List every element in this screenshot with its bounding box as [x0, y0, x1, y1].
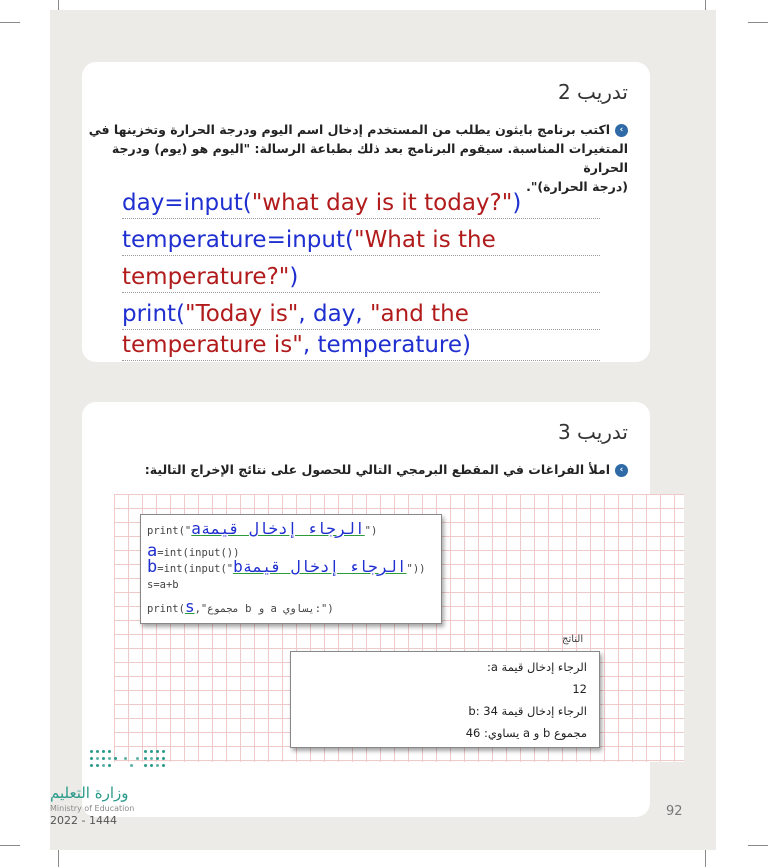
code-line-4 [122, 299, 600, 330]
handwritten-answer: aالرجاء إدخال قيمة [191, 519, 365, 538]
code-line-5 [122, 330, 600, 361]
code-token: , temperature) [302, 332, 472, 358]
code-line-1 [147, 519, 377, 538]
crop-mark [0, 22, 20, 23]
code-token: print( [147, 603, 185, 615]
code-token: ")) [406, 563, 426, 575]
instruction-text: املأ الفراغات في المقطع البرمجي التالي للحصول على نتائج الإخراج التالية: [144, 462, 610, 477]
code-line-5 [147, 597, 334, 616]
code-string: "Today is" [185, 301, 299, 327]
instruction-line: (درجة الحرارة)". [526, 179, 628, 194]
code-string: "what day is it today?" [251, 190, 513, 216]
instruction-line: المتغيرات المناسبة. سيقوم البرنامج بعد ذلك بطباعة الرسالة: "اليوم هو (يوم) ودرجة الحرارة [111, 141, 628, 175]
code-token: print(" [147, 525, 192, 537]
output-line-1: الرجاء إدخال قيمة a: [486, 660, 587, 674]
academic-year: 2022 - 1444 [50, 814, 117, 827]
textbook-page [50, 10, 716, 850]
code-string: temperature?" [122, 264, 290, 290]
crop-mark [58, 848, 59, 867]
code-token: ,"مجموع b و a يساوي:") [194, 603, 334, 615]
bullet-icon: › [615, 124, 628, 137]
code-line-2 [122, 225, 600, 256]
code-token: , day, [298, 301, 370, 327]
output-line-4: مجموع b و a يساوي: 46 [465, 726, 587, 740]
code-string: "What is the [353, 227, 496, 253]
exercise-3-heading: تدريب 3 [557, 420, 628, 444]
output-box [290, 651, 600, 748]
code-token: print( [122, 301, 186, 327]
exercise-2-heading: تدريب 2 [557, 80, 628, 104]
code-token: ") [364, 525, 378, 537]
output-line-3: الرجاء إدخال قيمة b: 34 [468, 704, 587, 718]
code-token: day=input( [122, 190, 252, 216]
crop-mark [0, 845, 20, 846]
ministry-name-english: Ministry of Education [50, 804, 135, 813]
result-label: الناتج [562, 634, 584, 645]
code-token: ) [289, 264, 299, 290]
handwritten-answer: s [184, 597, 195, 616]
handwritten-answer: bالرجاء إدخال قيمة [233, 557, 407, 576]
code-line-4: s=a+b [147, 579, 179, 591]
code-token: =int(input()) [157, 547, 240, 559]
handwritten-answer: a [147, 541, 158, 561]
page-number: 92 [666, 804, 683, 819]
code-token: temperature=input( [122, 227, 354, 253]
code-line-1 [122, 188, 600, 219]
handwritten-answer: b [147, 557, 158, 577]
code-string: temperature is" [122, 332, 303, 358]
bullet-icon: › [615, 464, 628, 477]
code-token: ) [512, 190, 522, 216]
exercise-3-instruction [88, 460, 628, 479]
crop-mark [748, 845, 768, 846]
instruction-line: اكتب برنامج بايثون يطلب من المستخدم إدخال اسم اليوم ودرجة الحرارة وتخزينها في [88, 122, 610, 137]
ministry-logo-icon [90, 748, 170, 772]
code-line-3 [122, 262, 600, 293]
code-token: =int(input(" [157, 563, 234, 575]
code-line-3 [147, 557, 425, 577]
output-line-2: 12 [572, 682, 587, 696]
exercise-2-instruction [88, 120, 628, 196]
code-string: "and the [369, 301, 469, 327]
crop-mark [705, 848, 706, 867]
exercise-2-card [82, 62, 650, 362]
code-snippet-box [140, 514, 442, 624]
crop-mark [748, 22, 768, 23]
ministry-name-arabic: وزارة التعليم [50, 784, 129, 802]
